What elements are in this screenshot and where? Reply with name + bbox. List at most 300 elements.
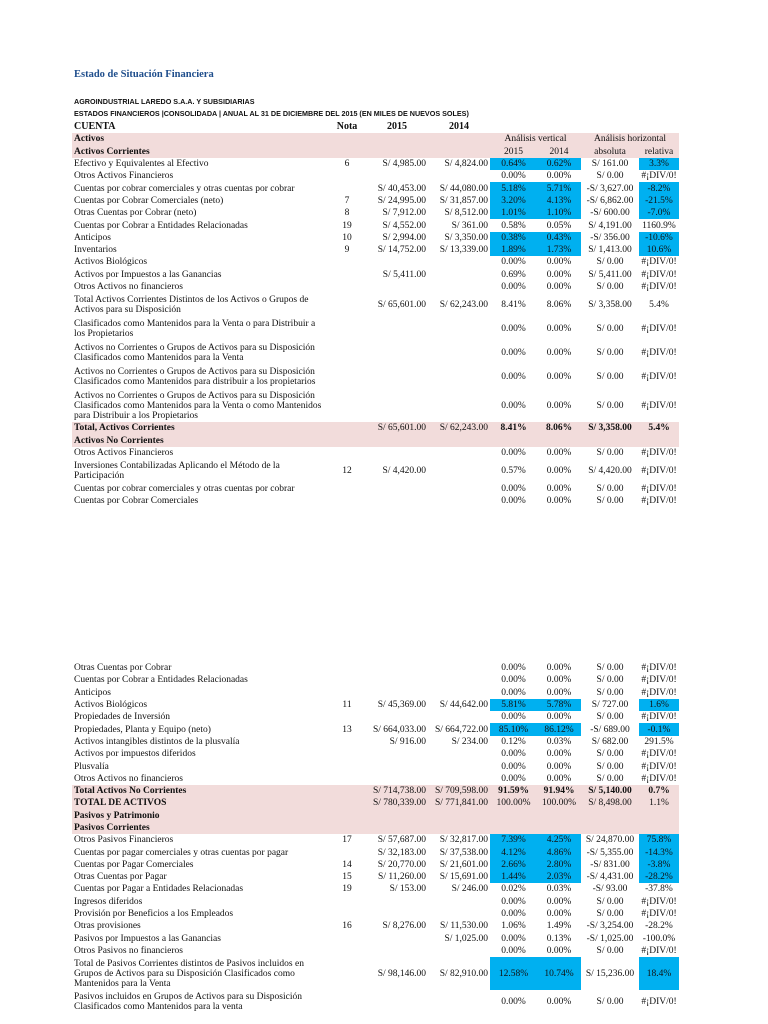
row-nota xyxy=(328,422,366,434)
row-label: Otros Pasivos no financieros xyxy=(74,945,183,956)
section-row xyxy=(72,785,679,797)
row-label: Otros Activos no financieros xyxy=(74,773,183,784)
row-vertical-2015: 1.01% xyxy=(490,207,537,219)
row-label: Anticipos xyxy=(74,232,111,243)
row-value-2014 xyxy=(428,269,490,281)
table-row xyxy=(72,687,679,699)
row-horizontal-absoluta: -S/ 689.00 xyxy=(590,724,630,735)
row-horizontal-relativa: #¡DIV/0! xyxy=(641,712,677,723)
row-nota xyxy=(328,389,366,422)
table-row xyxy=(72,871,679,883)
row-vertical-2015: 85.10% xyxy=(490,723,537,735)
row-horizontal-absoluta: S/ 3,358.00 xyxy=(588,300,632,311)
row-horizontal-relativa: -37.8% xyxy=(645,884,673,895)
row-value-2014: S/ 1,025.00 xyxy=(444,933,488,944)
row-horizontal-relativa: 291.5% xyxy=(644,736,674,747)
row-horizontal-absoluta: -S/ 5,355.00 xyxy=(586,847,634,858)
row-vertical-2014: 0.00% xyxy=(546,663,572,674)
row-vertical-2015: 0.00% xyxy=(501,484,526,495)
row-nota: 16 xyxy=(342,921,352,932)
row-horizontal-absoluta: -S/ 600.00 xyxy=(590,208,630,219)
row-vertical-2014: 0.00% xyxy=(546,712,572,723)
row-horizontal-absoluta: S/ 5,140.00 xyxy=(581,785,639,797)
row-value-2015 xyxy=(366,711,428,723)
row-value-2015: S/ 153.00 xyxy=(389,884,426,895)
row-label: Inversiones Contabilizadas Aplicando el Método de la Participación xyxy=(74,461,280,482)
row-vertical-2015: 1.89% xyxy=(490,244,537,256)
row-horizontal-relativa: -3.8% xyxy=(639,859,679,871)
row-vertical-2015: 0.00% xyxy=(501,663,526,674)
row-vertical-2015: 0.00% xyxy=(501,372,526,383)
row-vertical-2015 xyxy=(490,434,537,446)
row-horizontal-relativa: -21.5% xyxy=(639,195,679,207)
row-value-2015: S/ 714,738.00 xyxy=(366,785,428,797)
row-vertical-2014: 100.00% xyxy=(537,797,581,809)
row-vertical-2015: 0.64% xyxy=(490,158,537,170)
row-label: Plusvalía xyxy=(74,761,109,772)
row-horizontal-relativa: -28.2% xyxy=(639,871,679,883)
row-value-2015: S/ 57,687.00 xyxy=(377,835,426,846)
row-horizontal-absoluta xyxy=(581,810,639,822)
row-value-2015 xyxy=(366,662,428,674)
row-horizontal-relativa xyxy=(639,434,679,446)
row-horizontal-relativa: 1160.9% xyxy=(642,220,676,231)
row-value-2015 xyxy=(366,933,428,945)
row-value-2015: S/ 32,183.00 xyxy=(377,847,426,858)
row-vertical-2014: 0.00% xyxy=(546,496,572,507)
row-value-2015: S/ 780,339.00 xyxy=(366,797,428,809)
header-cuenta: CUENTA xyxy=(74,121,116,133)
row-horizontal-relativa: #¡DIV/0! xyxy=(641,447,677,458)
header-absoluta: absoluta xyxy=(581,146,639,158)
row-label: Cuentas por pagar comerciales y otras cuentas por pagar xyxy=(74,847,289,858)
row-nota: 6 xyxy=(344,159,350,170)
row-value-2014 xyxy=(428,760,490,772)
row-value-2014 xyxy=(428,341,490,365)
row-label: Propiedades, Planta y Equipo (neto) xyxy=(74,724,211,735)
report-subtitle: ESTADOS FINANCIEROS |CONSOLIDADA | ANUAL AL 31 DE DICIEMBRE DEL 2015 (EN MILES DE NUEVOS SOLES) xyxy=(74,109,469,118)
row-horizontal-absoluta: S/ 727.00 xyxy=(591,700,629,711)
header-v2014: 2014 xyxy=(537,146,581,158)
row-label: Otros Pasivos Financieros xyxy=(74,835,174,846)
row-label: Otras Cuentas por Pagar xyxy=(74,872,167,883)
row-value-2014 xyxy=(428,896,490,908)
table-row xyxy=(72,711,679,723)
row-value-2014 xyxy=(428,674,490,686)
row-label: Activos intangibles distintos de la plusvalía xyxy=(74,736,240,747)
row-value-2014 xyxy=(428,495,490,507)
row-vertical-2014: 1.10% xyxy=(537,207,581,219)
row-label: Cuentas por Cobrar Comerciales (neto) xyxy=(74,195,224,206)
row-value-2015: S/ 14,752.00 xyxy=(377,245,426,256)
row-horizontal-relativa: #¡DIV/0! xyxy=(641,909,677,920)
row-nota xyxy=(328,785,366,797)
table-row xyxy=(72,219,679,231)
table-row xyxy=(72,908,679,920)
row-nota xyxy=(328,687,366,699)
row-value-2014 xyxy=(428,281,490,293)
row-horizontal-absoluta: S/ 0.00 xyxy=(596,496,624,507)
table-row xyxy=(72,662,679,674)
row-vertical-2014: 0.00% xyxy=(546,348,572,359)
row-value-2015: S/ 65,601.00 xyxy=(366,422,428,434)
table-row xyxy=(72,990,679,1014)
row-horizontal-relativa: #¡DIV/0! xyxy=(641,997,677,1008)
row-vertical-2014: 4.86% xyxy=(537,846,581,858)
row-nota xyxy=(328,990,366,1014)
row-horizontal-absoluta: S/ 0.00 xyxy=(596,348,624,359)
row-horizontal-relativa: #¡DIV/0! xyxy=(641,269,677,280)
table-row xyxy=(72,920,679,932)
header-nota: Nota xyxy=(336,121,358,133)
row-horizontal-relativa: 10.6% xyxy=(639,244,679,256)
row-horizontal-relativa: #¡DIV/0! xyxy=(641,484,677,495)
row-vertical-2015: 0.00% xyxy=(501,761,526,772)
row-horizontal-absoluta: S/ 15,236.00 xyxy=(585,968,635,979)
row-label: Activos No Corrientes xyxy=(72,434,328,446)
row-value-2014: S/ 361.00 xyxy=(451,220,488,231)
row-value-2014 xyxy=(428,434,490,446)
row-vertical-2014: 0.03% xyxy=(546,736,572,747)
row-vertical-2015: 0.02% xyxy=(501,884,526,895)
table-row xyxy=(72,760,679,772)
row-nota xyxy=(328,293,366,317)
row-nota xyxy=(328,281,366,293)
row-value-2014: S/ 8,512.00 xyxy=(444,208,488,219)
row-label: Pasivos incluidos en Grupos de Activos para su Disposición Clasificados como Mantenidos para la venta xyxy=(74,992,302,1013)
row-vertical-2014 xyxy=(537,810,581,822)
row-nota xyxy=(328,365,366,389)
row-horizontal-relativa: -7.0% xyxy=(639,207,679,219)
section-row xyxy=(72,146,679,158)
section-row xyxy=(72,434,679,446)
table-row xyxy=(72,256,679,268)
section-label: Activos xyxy=(72,133,328,145)
row-vertical-2015: 0.00% xyxy=(501,675,526,686)
table-row xyxy=(72,723,679,735)
row-label: Activos no Corrientes o Grupos de Activos para su Disposición Clasificados como Mantenidos para la Venta xyxy=(74,343,315,364)
row-vertical-2014: 1.49% xyxy=(546,921,572,932)
row-vertical-2015: 1.06% xyxy=(501,921,526,932)
row-value-2014: S/ 771,841.00 xyxy=(428,797,490,809)
row-horizontal-relativa: #¡DIV/0! xyxy=(641,372,677,383)
table-row xyxy=(72,674,679,686)
row-nota xyxy=(328,736,366,748)
row-nota xyxy=(328,945,366,957)
table-row xyxy=(72,495,679,507)
row-value-2015: S/ 4,985.00 xyxy=(382,159,426,170)
row-value-2015 xyxy=(366,281,428,293)
row-label: Total de Pasivos Corrientes distintos de Pasivos incluidos en Grupos de Activos para su Disposición Clasificados como Mantenidos para la Venta xyxy=(74,958,304,989)
row-value-2015: S/ 2,994.00 xyxy=(382,232,426,243)
row-horizontal-relativa: #¡DIV/0! xyxy=(641,675,677,686)
table-row xyxy=(72,945,679,957)
row-horizontal-relativa: 1.6% xyxy=(639,699,679,711)
row-horizontal-relativa: -0.1% xyxy=(639,723,679,735)
row-label: Anticipos xyxy=(74,687,111,698)
table-row xyxy=(72,170,679,182)
table-row xyxy=(72,859,679,871)
row-value-2014: S/ 664,722.00 xyxy=(434,724,488,735)
row-label: Ingresos diferidos xyxy=(74,896,143,907)
row-nota: 8 xyxy=(344,208,350,219)
row-horizontal-relativa: #¡DIV/0! xyxy=(641,945,677,956)
row-value-2014: S/ 709,598.00 xyxy=(428,785,490,797)
row-nota xyxy=(328,495,366,507)
row-vertical-2014: 0.00% xyxy=(546,324,572,335)
row-value-2014 xyxy=(428,945,490,957)
row-value-2015 xyxy=(366,990,428,1014)
row-nota: 10 xyxy=(342,232,352,243)
row-value-2015 xyxy=(366,317,428,341)
row-vertical-2015: 0.69% xyxy=(501,269,526,280)
section-row xyxy=(72,822,679,834)
row-vertical-2014: 0.00% xyxy=(546,466,572,477)
row-vertical-2015: 12.58% xyxy=(490,957,537,990)
row-vertical-2015 xyxy=(490,810,537,822)
row-horizontal-absoluta: -S/ 831.00 xyxy=(590,859,630,870)
table-row xyxy=(72,736,679,748)
row-value-2015 xyxy=(366,748,428,760)
row-label: Activos por impuestos diferidos xyxy=(74,749,196,760)
row-horizontal-absoluta: -S/ 3,254.00 xyxy=(586,921,634,932)
row-value-2014: S/ 13,339.00 xyxy=(439,245,488,256)
row-vertical-2014: 0.00% xyxy=(546,675,572,686)
row-value-2015 xyxy=(366,773,428,785)
row-vertical-2014: 0.05% xyxy=(546,220,572,231)
row-vertical-2014: 0.00% xyxy=(546,171,572,182)
row-value-2015: S/ 8,276.00 xyxy=(382,921,426,932)
row-vertical-2014 xyxy=(537,434,581,446)
row-horizontal-relativa: #¡DIV/0! xyxy=(641,324,677,335)
row-value-2014: S/ 4,824.00 xyxy=(444,159,488,170)
row-horizontal-absoluta: S/ 24,870.00 xyxy=(585,835,635,846)
row-horizontal-absoluta: -S/ 4,431.00 xyxy=(586,872,634,883)
row-label: Cuentas por Pagar Comerciales xyxy=(74,859,194,870)
row-value-2014 xyxy=(428,822,490,834)
row-vertical-2014: 0.00% xyxy=(546,400,572,411)
row-vertical-2014: 0.00% xyxy=(546,909,572,920)
row-horizontal-absoluta xyxy=(581,822,639,834)
row-vertical-2014: 10.74% xyxy=(537,957,581,990)
row-vertical-2014: 0.00% xyxy=(546,484,572,495)
row-horizontal-relativa: 75.8% xyxy=(639,834,679,846)
table-row xyxy=(72,341,679,365)
row-nota xyxy=(328,483,366,495)
row-vertical-2015: 8.41% xyxy=(490,422,537,434)
row-horizontal-absoluta: -S/ 6,862.00 xyxy=(586,195,634,206)
row-horizontal-relativa: 18.4% xyxy=(639,957,679,990)
row-vertical-2014: 0.00% xyxy=(546,997,572,1008)
row-horizontal-absoluta: S/ 3,358.00 xyxy=(581,422,639,434)
row-label: Total, Activos Corrientes xyxy=(72,422,328,434)
section-row xyxy=(72,797,679,809)
row-value-2015: S/ 664,033.00 xyxy=(372,724,426,735)
row-vertical-2015: 5.18% xyxy=(490,182,537,194)
row-vertical-2014: 0.00% xyxy=(546,896,572,907)
row-horizontal-relativa: #¡DIV/0! xyxy=(641,896,677,907)
table-row xyxy=(72,883,679,895)
row-vertical-2014: 91.94% xyxy=(537,785,581,797)
row-nota xyxy=(328,269,366,281)
row-horizontal-absoluta: S/ 0.00 xyxy=(596,945,624,956)
row-label: Cuentas por cobrar comerciales y otras cuentas por cobrar xyxy=(74,484,295,495)
row-horizontal-absoluta: S/ 1,413.00 xyxy=(588,245,632,256)
row-vertical-2015: 0.00% xyxy=(501,749,526,760)
section-row xyxy=(72,422,679,434)
row-horizontal-relativa: 0.7% xyxy=(639,785,679,797)
row-vertical-2014: 2.03% xyxy=(537,871,581,883)
table-row xyxy=(72,846,679,858)
table-row xyxy=(72,195,679,207)
row-vertical-2015: 0.00% xyxy=(501,348,526,359)
row-horizontal-relativa: #¡DIV/0! xyxy=(641,749,677,760)
row-horizontal-absoluta: S/ 0.00 xyxy=(596,663,624,674)
row-vertical-2015: 1.44% xyxy=(490,871,537,883)
row-horizontal-absoluta: S/ 4,191.00 xyxy=(588,220,632,231)
row-value-2014 xyxy=(428,810,490,822)
row-horizontal-relativa: #¡DIV/0! xyxy=(641,761,677,772)
row-label: Propiedades de Inversión xyxy=(74,712,171,723)
row-label: Pasivos Corrientes xyxy=(72,822,328,834)
row-label: Cuentas por Cobrar Comerciales xyxy=(74,496,199,507)
row-vertical-2015: 3.20% xyxy=(490,195,537,207)
row-vertical-2015: 0.00% xyxy=(501,171,526,182)
row-value-2014 xyxy=(428,662,490,674)
company-name: AGROINDUSTRIAL LAREDO S.A.A. Y SUBSIDIARIAS xyxy=(74,97,255,106)
row-horizontal-absoluta: S/ 682.00 xyxy=(591,736,629,747)
row-label: Otros Activos Financieros xyxy=(74,171,174,182)
row-value-2015 xyxy=(366,908,428,920)
row-vertical-2014: 0.00% xyxy=(546,945,572,956)
row-horizontal-relativa: #¡DIV/0! xyxy=(641,773,677,784)
row-nota: 14 xyxy=(342,859,352,870)
row-value-2015: S/ 4,420.00 xyxy=(382,466,426,477)
row-label: Cuentas por Pagar a Entidades Relacionadas xyxy=(74,884,244,895)
table-row xyxy=(72,158,679,170)
row-vertical-2014: 8.06% xyxy=(537,422,581,434)
row-value-2015 xyxy=(366,760,428,772)
header-v2015: 2015 xyxy=(490,146,537,158)
row-nota xyxy=(328,662,366,674)
row-label: Otros Activos no financieros xyxy=(74,282,183,292)
row-vertical-2015: 8.41% xyxy=(501,300,526,311)
row-value-2015: S/ 7,912.00 xyxy=(382,208,426,219)
row-horizontal-relativa: -10.6% xyxy=(639,232,679,244)
row-value-2015 xyxy=(366,495,428,507)
row-value-2015 xyxy=(366,447,428,459)
row-value-2014: S/ 15,691.00 xyxy=(439,872,488,883)
row-nota xyxy=(328,170,366,182)
row-nota xyxy=(328,711,366,723)
row-horizontal-absoluta: S/ 0.00 xyxy=(596,687,624,698)
table-row xyxy=(72,834,679,846)
row-label: Provisión por Beneficios a los Empleados xyxy=(74,909,234,920)
row-nota xyxy=(328,760,366,772)
row-vertical-2015: 0.00% xyxy=(501,896,526,907)
row-label: Total Activos No Corrientes xyxy=(72,785,328,797)
row-value-2015: S/ 40,453.00 xyxy=(377,183,426,194)
row-value-2015: S/ 11,260.00 xyxy=(378,872,426,883)
row-vertical-2015 xyxy=(490,822,537,834)
row-horizontal-absoluta: S/ 0.00 xyxy=(596,400,624,411)
row-horizontal-absoluta: -S/ 356.00 xyxy=(590,232,630,243)
row-vertical-2015: 5.81% xyxy=(490,699,537,711)
row-value-2014 xyxy=(428,711,490,723)
row-value-2014: S/ 11,530.00 xyxy=(440,921,488,932)
table-row xyxy=(72,933,679,945)
row-horizontal-relativa: #¡DIV/0! xyxy=(641,687,677,698)
row-horizontal-relativa: #¡DIV/0! xyxy=(641,400,677,411)
table-row xyxy=(72,447,679,459)
row-horizontal-absoluta: S/ 0.00 xyxy=(596,171,624,182)
row-value-2014: S/ 82,910.00 xyxy=(439,968,488,979)
row-horizontal-absoluta: S/ 5,411.00 xyxy=(588,269,632,280)
row-horizontal-absoluta: S/ 0.00 xyxy=(596,712,624,723)
row-vertical-2015: 0.57% xyxy=(501,466,526,477)
row-horizontal-absoluta: S/ 4,420.00 xyxy=(588,466,632,477)
row-value-2015: S/ 20,770.00 xyxy=(377,859,426,870)
row-vertical-2015: 7.39% xyxy=(490,834,537,846)
row-horizontal-relativa: -28.2% xyxy=(645,921,673,932)
balance-sheet-table-page2 xyxy=(72,662,679,1014)
row-vertical-2015: 0.00% xyxy=(501,496,526,507)
row-value-2014: S/ 37,538.00 xyxy=(439,847,488,858)
row-nota: 9 xyxy=(344,245,350,256)
row-value-2014 xyxy=(428,256,490,268)
row-value-2015 xyxy=(366,170,428,182)
row-value-2014 xyxy=(428,483,490,495)
row-horizontal-relativa: -14.3% xyxy=(639,846,679,858)
row-nota xyxy=(328,674,366,686)
row-vertical-2014: 0.13% xyxy=(546,933,572,944)
row-vertical-2014: 0.62% xyxy=(537,158,581,170)
row-label: TOTAL DE ACTIVOS xyxy=(72,797,328,809)
table-row xyxy=(72,483,679,495)
row-value-2015: S/ 5,411.00 xyxy=(382,269,426,280)
section-row xyxy=(72,133,679,145)
row-horizontal-relativa: #¡DIV/0! xyxy=(641,257,677,268)
row-horizontal-absoluta: S/ 0.00 xyxy=(596,675,624,686)
row-value-2015: S/ 916.00 xyxy=(389,736,426,747)
row-value-2015 xyxy=(366,389,428,422)
table-row xyxy=(72,182,679,194)
row-horizontal-absoluta: S/ 0.00 xyxy=(596,997,624,1008)
row-vertical-2015: 0.38% xyxy=(490,232,537,244)
row-value-2015 xyxy=(366,810,428,822)
row-nota xyxy=(328,317,366,341)
row-nota: 17 xyxy=(342,835,352,846)
row-value-2014 xyxy=(428,773,490,785)
row-nota xyxy=(328,748,366,760)
table-row xyxy=(72,389,679,422)
row-vertical-2014: 5.78% xyxy=(537,699,581,711)
header-relativa: relativa xyxy=(639,146,679,158)
row-label: Pasivos y Patrimonio xyxy=(72,810,328,822)
row-vertical-2014: 4.13% xyxy=(537,195,581,207)
row-nota xyxy=(328,341,366,365)
row-vertical-2015: 0.00% xyxy=(501,773,526,784)
table-row xyxy=(72,317,679,341)
row-value-2015 xyxy=(366,822,428,834)
row-value-2014: S/ 31,857.00 xyxy=(439,195,488,206)
row-vertical-2014: 0.00% xyxy=(546,761,572,772)
row-horizontal-relativa: #¡DIV/0! xyxy=(641,663,677,674)
row-vertical-2014: 2.80% xyxy=(537,859,581,871)
row-label: Activos Biológicos xyxy=(74,257,148,268)
table-row xyxy=(72,896,679,908)
row-label: Pasivos por Impuestos a las Ganancias xyxy=(74,933,221,944)
